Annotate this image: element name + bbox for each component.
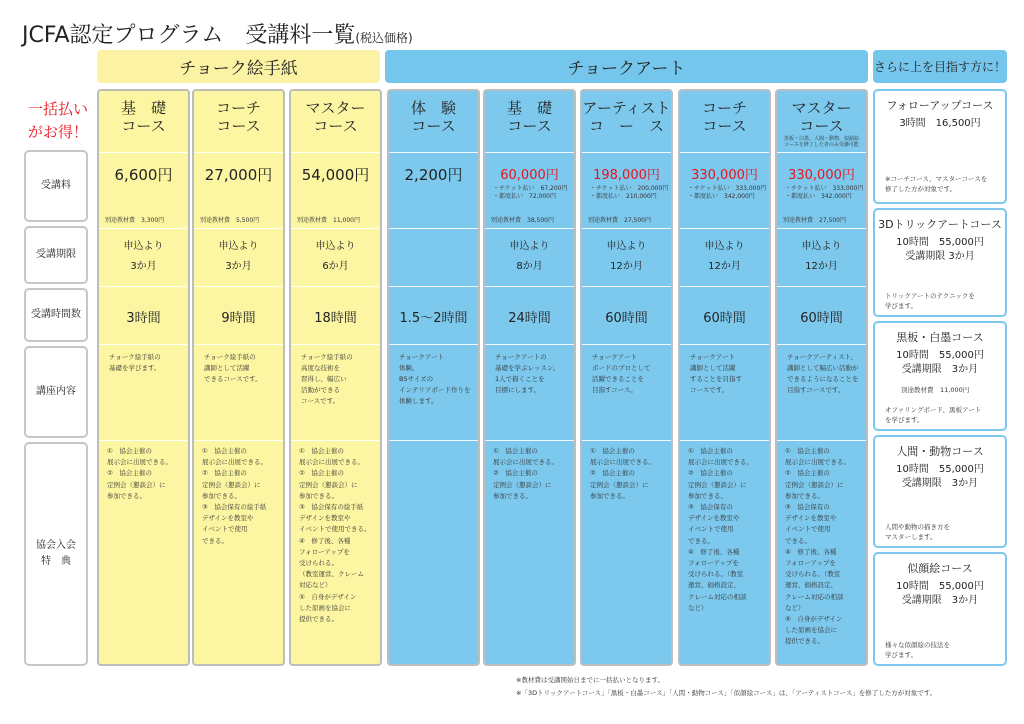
- row-divider: [194, 228, 283, 229]
- extra-course-line1: 3時間 16,500円: [899, 118, 981, 129]
- course-column: [387, 89, 480, 666]
- material-fee: 別途教材費 38,500円: [491, 217, 554, 224]
- extra-course-line2: 受講期限 3か月: [901, 478, 979, 489]
- course-content: チョーク絵手紙の 講師として活躍 できるコースです。: [204, 353, 262, 383]
- row-divider: [291, 286, 380, 287]
- extra-course-box: [873, 435, 1007, 548]
- course-column: [192, 89, 285, 666]
- row-divider: [485, 344, 574, 345]
- extra-course-line1: 10時間 55,000円: [896, 237, 984, 248]
- course-content: チョーク絵手紙の 基礎を学びます。: [109, 353, 161, 372]
- course-content: チョークアート ボードのプロとして 活躍できることを 目指すコース。: [592, 353, 651, 394]
- row-divider: [777, 344, 866, 345]
- extra-course-note: ※コーチコース、マスターコースを 修了した方が対象です。: [885, 175, 988, 193]
- course-content: チョークアーティスト、 講師として幅広い活動が できるようになることを 目指すコースです。: [787, 353, 859, 394]
- course-content: チョーク絵手紙の 高度な技術を 習得し、幅広い 活動ができる コースです。: [301, 353, 353, 405]
- course-period: 申込より 12か月: [606, 241, 647, 272]
- title-text: JCFA認定プログラム 受講料一覧: [22, 23, 356, 48]
- row-divider: [485, 152, 574, 153]
- course-price: 198,000円: [593, 168, 660, 183]
- price-each: ・都度払い 210,000円: [590, 193, 657, 200]
- course-hours: 9時間: [221, 311, 256, 326]
- extra-course-title: 3Dトリックアートコース: [878, 218, 1002, 231]
- extra-course-box: [873, 208, 1007, 317]
- price-each: ・都度払い 342,000円: [785, 193, 852, 200]
- header-more: さらに上を目指す方に！: [873, 50, 1007, 83]
- course-name: 基 礎 コース: [506, 99, 552, 135]
- extra-course-note: トリックアートのテクニックを 学びます。: [885, 292, 975, 310]
- extra-course-note: 様々な似顔絵の技法を 学びます。: [885, 641, 950, 659]
- extra-course-line1: 10時間 55,000円: [896, 350, 984, 361]
- course-hours: 60時間: [800, 311, 843, 326]
- row-divider: [291, 440, 380, 441]
- row-divider: [194, 344, 283, 345]
- row-divider: [389, 286, 478, 287]
- course-price: 6,600円: [114, 166, 173, 184]
- row-divider: [485, 228, 574, 229]
- row-divider: [389, 440, 478, 441]
- row-divider: [680, 286, 769, 287]
- row-divider: [389, 152, 478, 153]
- row-divider: [582, 286, 671, 287]
- row-divider: [680, 344, 769, 345]
- price-each: ・都度払い 72,000円: [493, 193, 556, 200]
- course-hours: 1.5～2時間: [399, 311, 468, 326]
- row-divider: [291, 228, 380, 229]
- row-divider: [777, 440, 866, 441]
- course-hours: 18時間: [314, 311, 357, 326]
- course-benefits: ① 協会主催の 展示会に出展できる。 ② 協会主催の 定例会（懇談会）に 参加できる。 ③ 協会保有の デザインを教室や イベントで使用 できる。 ④ 修了後、各種 フォローアップを 受けられる。（教室 運営、価格設定、 クレーム対応の相談 など）: [688, 447, 753, 612]
- footnote-1: ※教材費は受講開始日までに一括払いとなります。: [516, 676, 664, 684]
- course-column: [678, 89, 771, 666]
- course-price: 60,000円: [500, 168, 559, 183]
- course-price: 330,000円: [788, 168, 855, 183]
- course-period: 申込より 12か月: [704, 241, 745, 272]
- material-fee: 別途教材費 5,500円: [200, 217, 260, 224]
- row-divider: [582, 228, 671, 229]
- course-name: 基 礎 コース: [120, 99, 166, 135]
- row-divider: [99, 152, 188, 153]
- row-divider: [99, 286, 188, 287]
- course-content: チョークアート 講師として活躍 することを目指す コースです。: [690, 353, 742, 394]
- course-benefits: ① 協会主催の 展示会に出展できる。 ② 協会主催の 定例会（懇談会）に 参加できる。 ③ 協会保有の絵手紙 デザインを教室や イベントで使用 できる。: [202, 447, 267, 545]
- course-period: 申込より 8か月: [509, 241, 550, 272]
- footnote-2: ※「3Dトリックアートコース」「黒板・白墨コース」「人間・動物コース」「似顔絵コース」は、「アーティストコース」を修了した方が対象です。: [516, 689, 937, 697]
- course-benefits: ① 協会主催の 展示会に出展できる。 ② 協会主催の 定例会（懇談会）に 参加できる。: [107, 447, 172, 500]
- row-divider: [291, 344, 380, 345]
- material-fee: 別途教材費 27,500円: [783, 217, 846, 224]
- price-ticket: ・チケット払い 333,000円: [785, 185, 864, 192]
- course-name: マスター コース: [791, 99, 852, 135]
- course-price: 54,000円: [301, 166, 370, 184]
- course-price: 330,000円: [691, 168, 758, 183]
- course-name: マスター コース: [305, 99, 366, 135]
- course-benefits: ① 協会主催の 展示会に出展できる。 ② 協会主催の 定例会（懇談会）に 参加できる。: [590, 447, 655, 500]
- row-divider: [389, 228, 478, 229]
- extra-course-title: 似顔絵コース: [907, 562, 973, 575]
- extra-course-note: 人間や動物の描き方を マスターします。: [885, 523, 950, 541]
- course-period: 申込より 6か月: [315, 241, 356, 272]
- extra-course-title: 人間・動物コース: [896, 445, 984, 458]
- row-divider: [485, 286, 574, 287]
- header-chalk-board: チョーク絵手紙: [97, 50, 380, 83]
- material-fee: 別途教材費 3,300円: [105, 217, 165, 224]
- extra-course-line1: 10時間 55,000円: [896, 581, 984, 592]
- course-price: 27,000円: [204, 166, 273, 184]
- row-divider: [680, 440, 769, 441]
- row-label-benefits: 協会入会 特 典: [24, 442, 88, 666]
- extra-course-line2: 受講期限 3か月: [901, 364, 979, 375]
- course-content: チョークアートの 基礎を学ぶレッスン。 1人で描くことを 目標にします。: [495, 353, 560, 394]
- extra-course-title: フォローアップコース: [886, 99, 994, 112]
- course-column: [97, 89, 190, 666]
- course-hours: 60時間: [703, 311, 746, 326]
- course-name: コーチ コース: [701, 99, 747, 135]
- course-content: チョークアート 体験。 B5サイズの インテリアボード作りを 体験します。: [399, 353, 471, 405]
- extra-course-box: [873, 321, 1007, 431]
- course-hours: 24時間: [508, 311, 551, 326]
- title-note: (税込価格): [355, 31, 413, 45]
- row-divider: [777, 152, 866, 153]
- row-divider: [680, 152, 769, 153]
- row-divider: [582, 344, 671, 345]
- extra-course-box: [873, 552, 1007, 666]
- row-divider: [777, 286, 866, 287]
- row-label-content: 講座内容: [24, 346, 88, 438]
- price-ticket: ・チケット払い 67,200円: [493, 185, 568, 192]
- material-fee: 別途教材費 27,500円: [588, 217, 651, 224]
- row-divider: [194, 286, 283, 287]
- price-ticket: ・チケット払い 200,000円: [590, 185, 669, 192]
- extra-material-fee: 別途教材費 11,000円: [901, 386, 970, 394]
- course-column: [580, 89, 673, 666]
- row-divider: [389, 344, 478, 345]
- course-column: [775, 89, 868, 666]
- row-divider: [485, 440, 574, 441]
- row-label-fee: 受講料: [24, 150, 88, 222]
- course-benefits: ① 協会主催の 展示会に出展できる。 ② 協会主催の 定例会（懇談会）に 参加できる。 ③ 協会保有の デザインを教室や イベントで使用 できる。 ④ 修了後、各種 フォローアップを 受けられる。（教室 運営、価格設定、 クレーム対応の相談 など） ⑤ 自身がデザイン した原画を協会に 提供できる。: [785, 447, 850, 646]
- course-name: コーチ コース: [215, 99, 261, 135]
- row-divider: [99, 228, 188, 229]
- row-divider: [194, 440, 283, 441]
- material-fee: 別途教材費 11,000円: [297, 217, 360, 224]
- course-name: 体 験 コース: [410, 99, 456, 135]
- row-divider: [680, 228, 769, 229]
- row-divider: [99, 344, 188, 345]
- row-divider: [777, 228, 866, 229]
- extra-course-line2: 受講期限 3か月: [905, 251, 975, 262]
- extra-course-line2: 受講期限 3か月: [901, 595, 979, 606]
- price-ticket: ・チケット払い 333,000円: [688, 185, 767, 192]
- row-divider: [582, 152, 671, 153]
- page-title: [22, 18, 413, 49]
- row-divider: [582, 440, 671, 441]
- course-note: 黒板・白墨、人間・動物、似顔絵 コースを修了した者のみ受講可能: [783, 136, 859, 148]
- row-label-hours: 受講時間数: [24, 288, 88, 342]
- extra-course-note: オファリングボード、黒板アート を学びます。: [885, 406, 982, 424]
- course-period: 申込より 3か月: [123, 241, 164, 272]
- header-chalk-art: チョークアート: [385, 50, 868, 83]
- course-column: [289, 89, 382, 666]
- price-each: ・都度払い 342,000円: [688, 193, 755, 200]
- promo-text: 一括払い がお得！: [28, 100, 89, 141]
- row-divider: [194, 152, 283, 153]
- row-divider: [99, 440, 188, 441]
- course-period: 申込より 3か月: [218, 241, 259, 272]
- course-hours: 3時間: [126, 311, 161, 326]
- extra-course-box: [873, 89, 1007, 204]
- row-label-period: 受講期限: [24, 226, 88, 284]
- course-price: 2,200円: [404, 166, 463, 184]
- extra-course-title: 黒板・白墨コース: [896, 331, 984, 344]
- course-column: [483, 89, 576, 666]
- course-name: アーティスト コ ー ス: [582, 99, 671, 135]
- course-period: 申込より 12か月: [801, 241, 842, 272]
- row-divider: [291, 152, 380, 153]
- extra-course-line1: 10時間 55,000円: [896, 464, 984, 475]
- course-benefits: ① 協会主催の 展示会に出展できる。 ② 協会主催の 定例会（懇談会）に 参加できる。 ③ 協会保有の絵手紙 デザインを教室や イベントで使用できる。 ④ 修了後、各種 フォローアップを 受けられる。 （教室運営、クレーム 対応など） ⑤ 自身がデザイン した原画を協会に 提供できる。: [299, 447, 371, 624]
- course-benefits: ① 協会主催の 展示会に出展できる。 ② 協会主催の 定例会（懇談会）に 参加できる。: [493, 447, 558, 500]
- course-hours: 60時間: [605, 311, 648, 326]
